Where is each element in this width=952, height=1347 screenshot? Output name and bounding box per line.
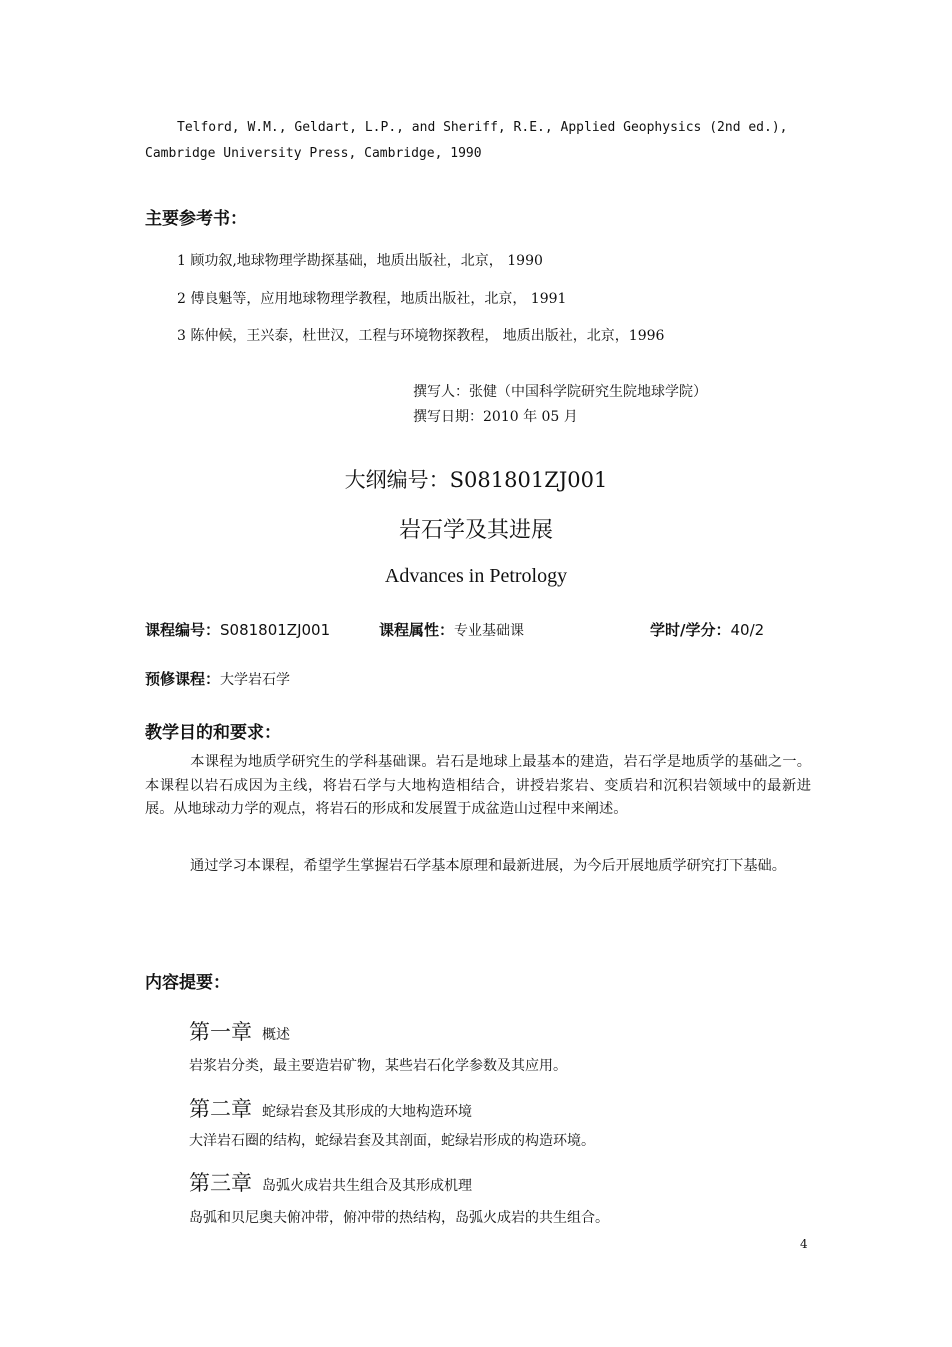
course-code-value: S081801ZJ001 [220,621,331,639]
course-prereq-label: 预修课程： [145,670,221,688]
chapter-2-desc: 大洋岩石圈的结构，蛇绿岩套及其剖面，蛇绿岩形成的构造环境。 [189,1133,595,1149]
course-title-cn: 岩石学及其进展 [398,518,553,543]
reference-en-line1: Telford, W.M., Geldart, L.P., and Sheriff, R.E., Applied Geophysics (2nd ed.), [177,120,788,135]
chapter-3-desc: 岛弧和贝尼奥夫俯冲带，俯冲带的热结构，岛弧火成岩的共生组合。 [189,1210,609,1226]
main-ref-item: 2 傅良魁等，应用地球物理学教程，地质出版社，北京， 1991 [177,291,567,307]
course-attribute [379,619,524,640]
page-number: 4 [800,1237,808,1251]
objectives-paragraph-2 [145,855,811,879]
reference-en-line2: Cambridge University Press, Cambridge, 1990 [145,146,482,161]
objectives-paragraph-1 [145,751,811,822]
course-attribute-value: 专业基础课 [454,623,525,639]
course-hours-label: 学时/学分： [650,621,731,639]
chapter-1-heading [189,1016,290,1046]
chapter-3-title: 第三章 [189,1171,252,1195]
course-prereq [145,668,290,689]
author-date: 撰写日期：2010 年 05 月 [413,409,578,425]
objectives-paragraph-1-text: 本课程为地质学研究生的学科基础课。岩石是地球上最基本的建造，岩石学是地质学的基础之一。本课程以岩石成因为主线，将岩石学与大地构造相结合，讲授岩浆岩、变质岩和沉积岩领域中的最新进展。从地球动力学的观点，将岩石的形成和发展置于成盆造山过程中来阐述。 [145,754,811,817]
course-hours-value: 40/2 [730,621,765,639]
chapter-1-subtitle: 概述 [262,1027,290,1043]
author-writer: 撰写人：张健（中国科学院研究生院地球学院） [413,384,707,400]
objectives-paragraph-2-text: 通过学习本课程，希望学生掌握岩石学基本原理和最新进展，为今后开展地质学研究打下基础。 [190,858,786,874]
main-ref-item: 3 陈仲候，王兴泰，杜世汉，工程与环境物探教程， 地质出版社，北京，1996 [177,328,665,344]
course-code-label: 课程编号： [145,621,221,639]
course-title-en: Advances in Petrology [384,565,568,587]
chapter-3-heading [189,1167,472,1197]
course-hours [650,619,764,640]
chapter-2-title: 第二章 [189,1097,252,1121]
contents-heading: 内容提要： [145,973,230,993]
chapter-1-desc: 岩浆岩分类，最主要造岩矿物，某些岩石化学参数及其应用。 [189,1058,567,1074]
main-ref-item: 1 顾功叙,地球物理学勘探基础，地质出版社，北京， 1990 [177,253,543,269]
chapter-1-title: 第一章 [189,1020,252,1044]
chapter-3-subtitle: 岛弧火成岩共生组合及其形成机理 [262,1178,472,1194]
course-prereq-value: 大学岩石学 [220,672,291,688]
course-attribute-label: 课程属性： [379,621,455,639]
chapter-2-heading [189,1093,472,1123]
syllabus-number: 大纲编号：S081801ZJ001 [344,468,608,492]
course-code [145,619,330,640]
objectives-heading: 教学目的和要求： [145,723,281,743]
main-refs-heading: 主要参考书： [145,209,247,229]
chapter-2-subtitle: 蛇绿岩套及其形成的大地构造环境 [262,1104,472,1120]
